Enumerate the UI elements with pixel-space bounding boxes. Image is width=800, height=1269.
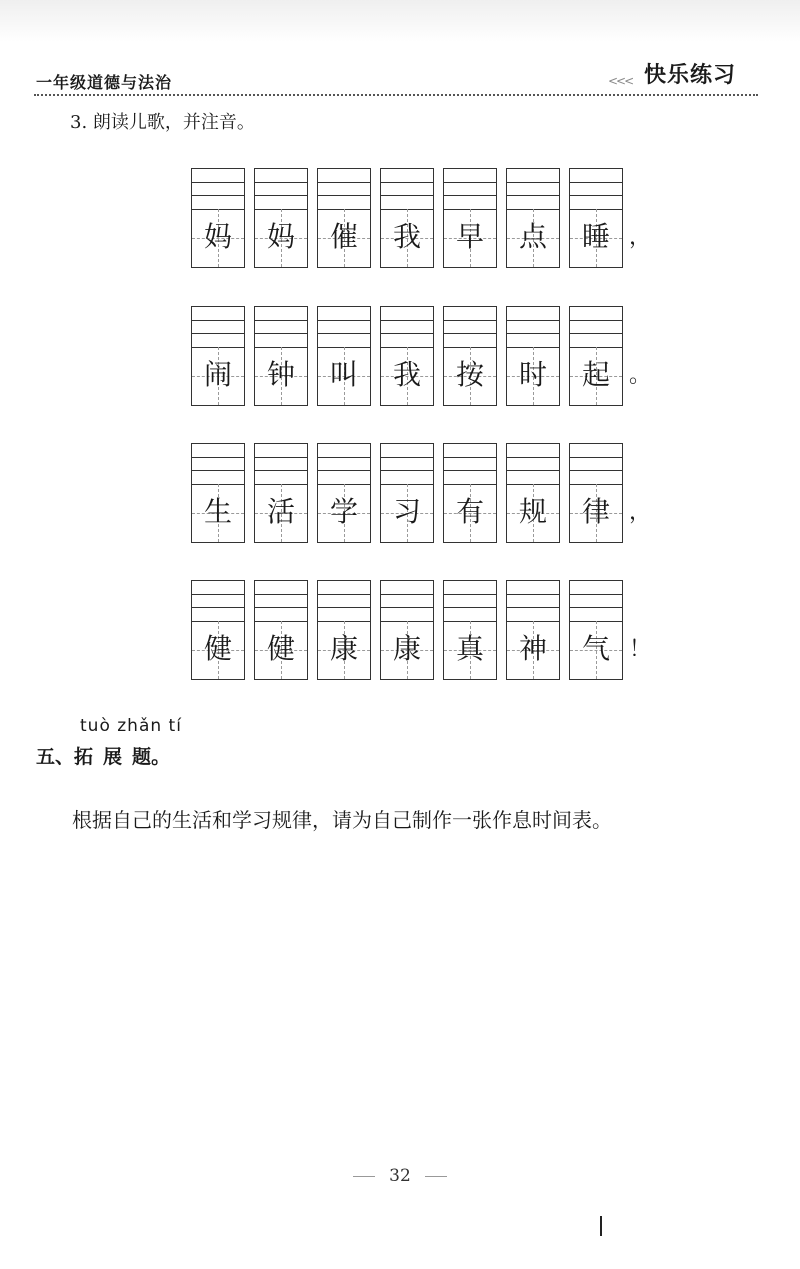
pinyin-cell[interactable] xyxy=(506,580,560,680)
pinyin-cell[interactable] xyxy=(317,306,371,406)
header-band xyxy=(0,0,800,42)
hanzi: 康 xyxy=(329,632,358,665)
hanzi: 点 xyxy=(518,220,547,253)
hanzi: 气 xyxy=(581,632,610,665)
pinyin-cell[interactable] xyxy=(254,580,308,680)
hanzi: 起 xyxy=(581,358,610,391)
pinyin-cell[interactable] xyxy=(191,580,245,680)
hanzi: 妈 xyxy=(266,220,295,253)
section-word: 拓 xyxy=(74,746,94,768)
pinyin-cell[interactable] xyxy=(443,580,497,680)
pinyin-cell[interactable] xyxy=(443,443,497,543)
chevron-left-icon: <<< xyxy=(608,74,633,88)
line-punctuation: ， xyxy=(629,225,652,250)
hanzi: 规 xyxy=(518,495,547,528)
pinyin-cell[interactable] xyxy=(506,306,560,406)
section-end: 。 xyxy=(151,746,171,768)
subject-title: 一年级道德与法治 xyxy=(36,73,173,92)
pinyin-cell[interactable] xyxy=(380,306,434,406)
pinyin-cell[interactable] xyxy=(380,580,434,680)
line-punctuation: ！ xyxy=(629,637,652,662)
pinyin-cell[interactable] xyxy=(569,168,623,268)
hanzi: 闹 xyxy=(203,358,232,391)
section-word: 题 xyxy=(132,746,152,768)
pinyin-cell[interactable] xyxy=(317,580,371,680)
dash-left xyxy=(353,1176,375,1177)
pinyin-cell[interactable] xyxy=(380,168,434,268)
hanzi: 律 xyxy=(581,495,610,528)
pinyin-cell[interactable] xyxy=(317,168,371,268)
pinyin-cell[interactable] xyxy=(191,443,245,543)
brand-title: 快乐练习 xyxy=(644,63,737,88)
pinyin-cell[interactable] xyxy=(569,306,623,406)
hanzi: 真 xyxy=(455,632,484,665)
pinyin-cell[interactable] xyxy=(191,306,245,406)
hanzi: 健 xyxy=(203,632,232,665)
hanzi: 妈 xyxy=(203,220,232,253)
pinyin-cell[interactable] xyxy=(254,168,308,268)
hanzi: 我 xyxy=(392,358,421,391)
hanzi: 生 xyxy=(203,495,232,528)
hanzi: 时 xyxy=(518,358,547,391)
poem-line-1 xyxy=(191,168,651,268)
hanzi: 早 xyxy=(455,220,484,253)
line-punctuation: 。 xyxy=(629,363,652,388)
poem-line-2 xyxy=(191,306,651,406)
pinyin-cell[interactable] xyxy=(569,580,623,680)
hanzi: 健 xyxy=(266,632,295,665)
hanzi: 习 xyxy=(392,495,421,528)
section-word: 展 xyxy=(103,746,123,768)
pinyin-cell[interactable] xyxy=(380,443,434,543)
pinyin-cell[interactable] xyxy=(506,443,560,543)
pinyin-cell[interactable] xyxy=(443,168,497,268)
hanzi: 神 xyxy=(518,632,547,665)
pinyin-cell[interactable] xyxy=(254,306,308,406)
line-punctuation: ， xyxy=(629,500,652,525)
hanzi: 钟 xyxy=(266,358,295,391)
hanzi: 学 xyxy=(329,495,358,528)
margin-mark xyxy=(600,1216,602,1236)
hanzi: 睡 xyxy=(581,220,610,253)
section-pinyin: tuò zhǎn tí xyxy=(80,716,182,736)
pinyin-cell[interactable] xyxy=(254,443,308,543)
question-title: 3. 朗读儿歌，并注音。 xyxy=(70,112,255,133)
hanzi: 我 xyxy=(392,220,421,253)
hanzi: 有 xyxy=(455,495,484,528)
hanzi: 活 xyxy=(266,495,295,528)
pinyin-cell[interactable] xyxy=(569,443,623,543)
page-number-text: 32 xyxy=(389,1166,411,1186)
section-title xyxy=(36,742,170,769)
section-number: 五、 xyxy=(36,746,75,768)
poem-line-3 xyxy=(191,443,651,543)
hanzi: 催 xyxy=(329,220,358,253)
pinyin-cell[interactable] xyxy=(443,306,497,406)
pinyin-cell[interactable] xyxy=(317,443,371,543)
hanzi: 康 xyxy=(392,632,421,665)
pinyin-cell[interactable] xyxy=(506,168,560,268)
header-divider xyxy=(34,94,758,96)
task-instruction: 根据自己的生活和学习规律，请为自己制作一张作息时间表。 xyxy=(72,808,612,832)
hanzi: 按 xyxy=(455,358,484,391)
hanzi: 叫 xyxy=(329,358,358,391)
pinyin-cell[interactable] xyxy=(191,168,245,268)
page-number xyxy=(0,1166,800,1186)
poem-line-4 xyxy=(191,580,651,680)
dash-right xyxy=(425,1176,447,1177)
